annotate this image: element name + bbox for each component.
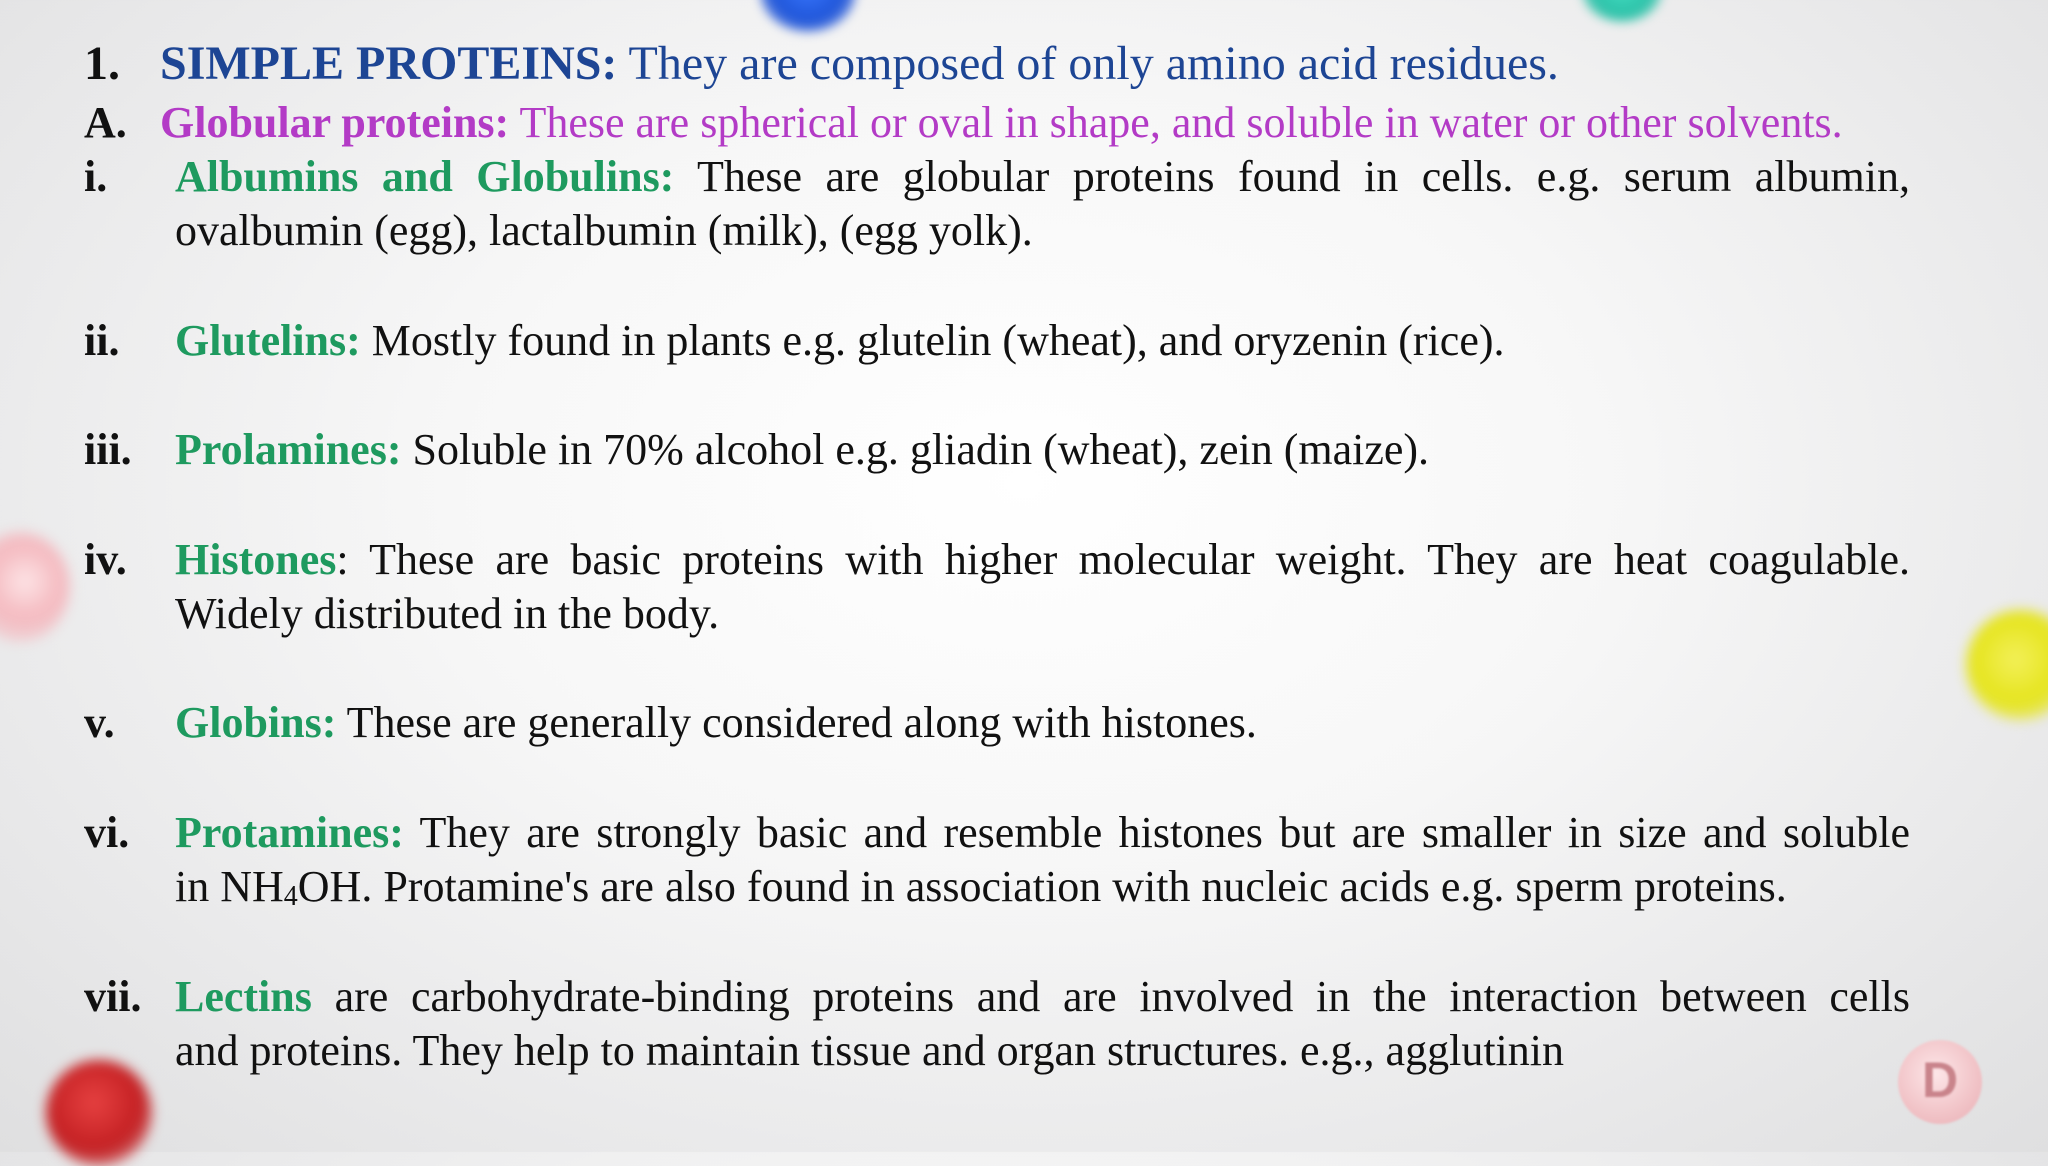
item-text: Soluble in 70% alcohol e.g. gliadin (wheat), zein (maize). [412,425,1430,474]
subheading-line [160,96,1843,150]
item-text: are carbohydrate-binding proteins and are involved in the interaction between cells [334,972,1910,1021]
subscript: 4 [283,881,298,912]
item-numeral: i. [84,152,108,201]
item-text: Mostly found in plants e.g. glutelin (wheat), and oryzenin (rice). [371,316,1505,365]
item-line [175,696,1257,750]
item-text: These are generally considered along with histones. [346,698,1257,747]
item-line [175,150,1910,204]
item-numeral: vii. [84,972,142,1021]
item-numeral: iv. [84,535,127,584]
item-line [175,806,1910,860]
subheading-letter: A. [84,98,127,147]
heading-number: 1. [84,37,120,90]
item-numeral: vi. [84,808,130,857]
item-numeral: iii. [84,425,132,474]
blue-ball-decoration [760,0,856,32]
item-term: Glutelins: [175,316,361,365]
item-term: Prolamines: [175,425,402,474]
item-text-post: OH. Protamine's are also found in association with nucleic acids e.g. sperm proteins. [297,862,1787,911]
item-term: Protamines: [175,808,404,857]
heading-line [160,37,1559,91]
item-line [175,533,1910,587]
subheading-text: These are spherical or oval in shape, and soluble in water or other solvents. [519,98,1843,147]
item-line [175,314,1505,368]
item-line-continued: Widely distributed in the body. [175,589,720,638]
item-numeral: v. [84,698,115,747]
item-term: Globins: [175,698,337,747]
item-text-pre: in NH [175,862,284,911]
subheading-title: Globular proteins: [160,98,510,147]
item-text: They are strongly basic and resemble histones but are smaller in size and soluble [419,808,1910,857]
item-line [175,970,1910,1024]
item-text: These are globular proteins found in cells. e.g. serum albumin, [697,152,1910,201]
item-term: Albumins and Globulins: [175,152,675,201]
item-line [175,423,1429,477]
logo-letter: D [1921,1052,1959,1108]
red-ball-decoration [46,1060,152,1166]
pink-ball-decoration [0,532,70,642]
item-line-continued: and proteins. They help to maintain tissue and organ structures. e.g., agglutinin [175,1026,1564,1075]
logo-badge [1898,1040,1982,1124]
item-line-continued: ovalbumin (egg), lactalbumin (milk), (egg yolk). [175,206,1033,255]
heading-title: SIMPLE PROTEINS: [160,37,618,90]
item-numeral: ii. [84,316,120,365]
item-line-continued [175,860,1787,914]
item-text: : These are basic proteins with higher molecular weight. They are heat coagulable. [336,535,1910,584]
yellow-ball-decoration [1966,610,2048,720]
item-term: Lectins [175,972,312,1021]
heading-text: They are composed of only amino acid residues. [628,37,1559,90]
teal-ball-decoration [1582,0,1662,22]
item-term: Histones [175,535,337,584]
